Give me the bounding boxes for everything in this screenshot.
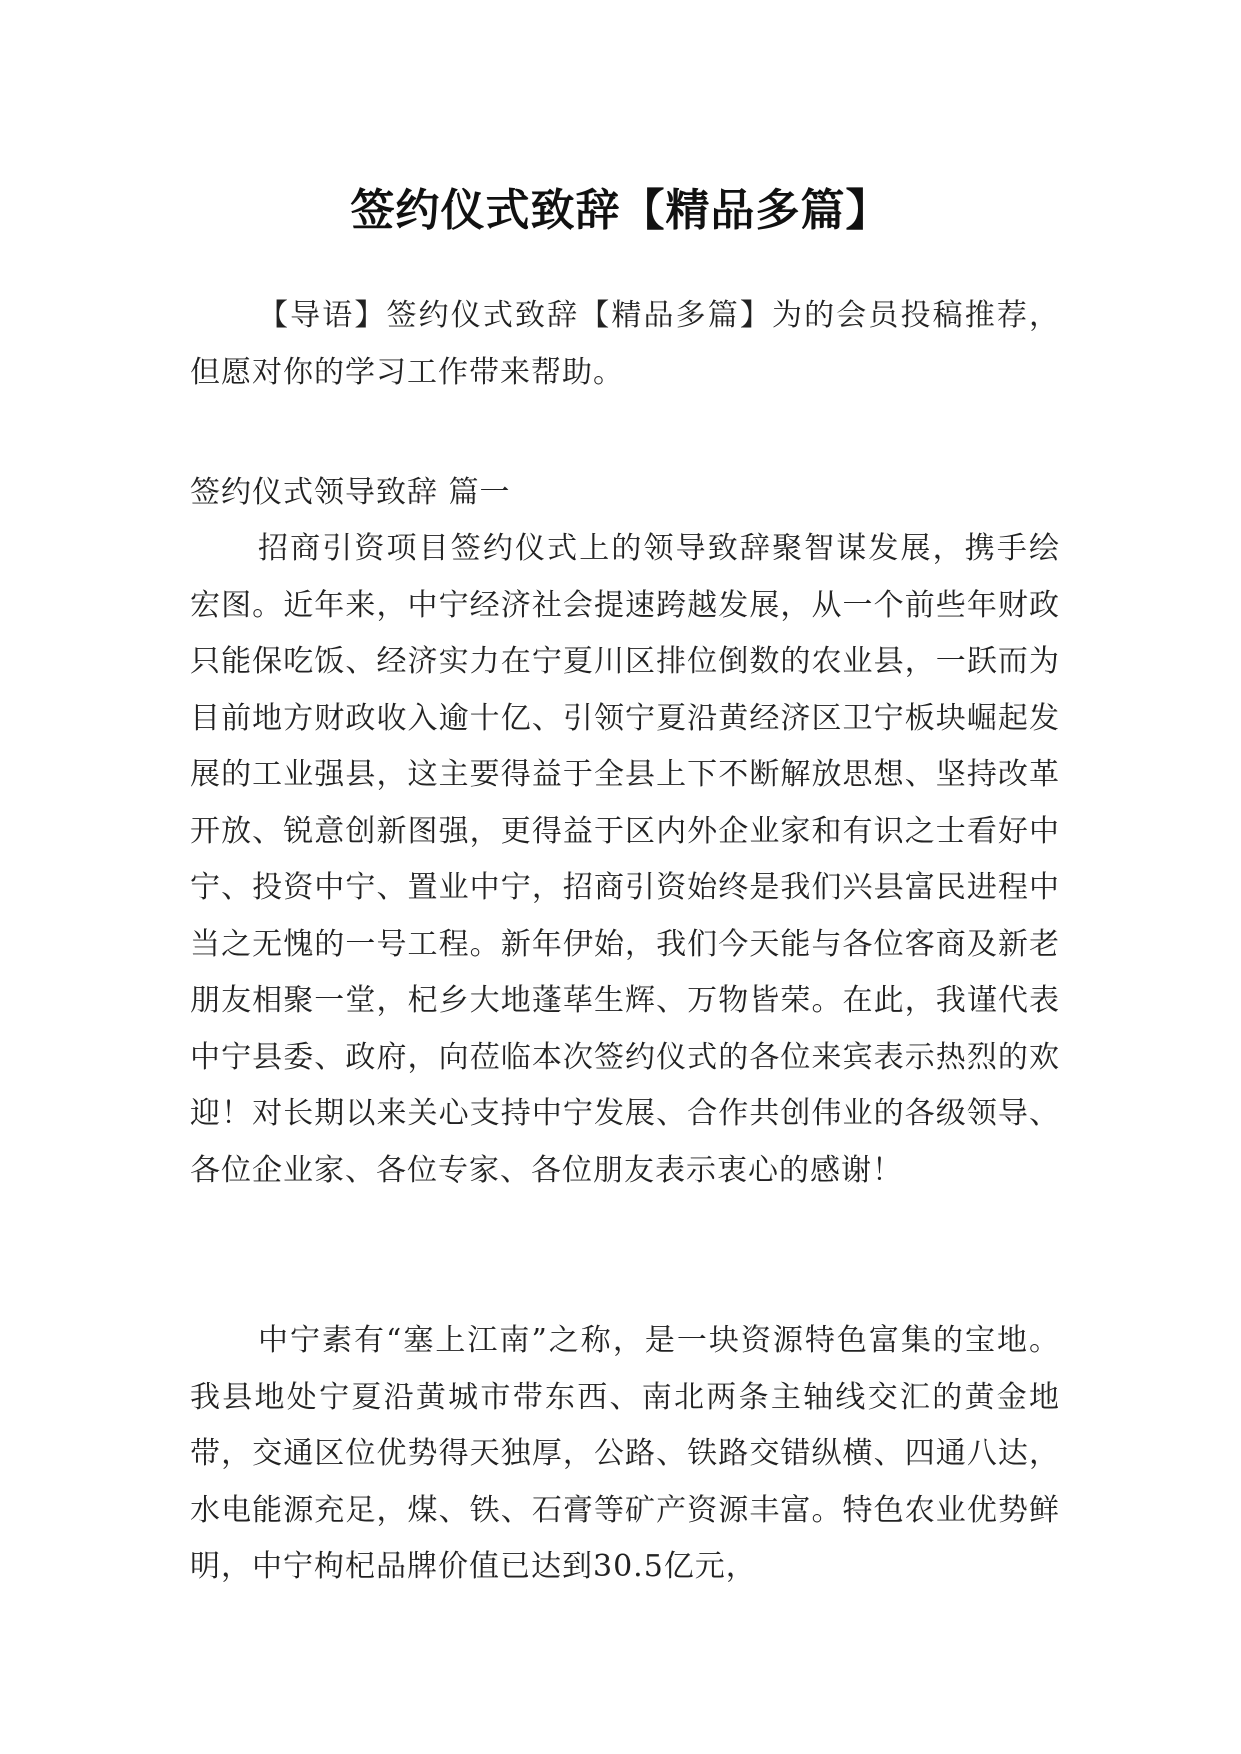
document-title: 签约仪式致辞【精品多篇】 — [350, 185, 891, 237]
body-paragraph-1: 招商引资项目签约仪式上的领导致辞聚智谋发展，携手绘宏图。近年来，中宁经济社会提速跨越发展，从一个前些年财政只能保吃饭、经济实力在宁夏川区排位倒数的农业县，一跃而为目前地方财政收入逾十亿、引领宁夏沿黄经济区卫宁板块崛起发展的工业强县，这主要得益于全县上下不断解放思想、坚持改革开放、锐意创新图强，更得益于区内外企业家和有识之士看好中宁、投资中宁、置业中宁，招商引资始终是我们兴县富民进程中当之无愧的一号工程。新年伊始，我们今天能与各位客商及新老朋友相聚一堂，杞乡大地蓬荜生辉、万物皆荣。在此，我谨代表中宁县委、政府，向莅临本次签约仪式的各位来宾表示热烈的欢迎！对长期以来关心支持中宁发展、合作共创伟业的各级领导、各位企业家、各位专家、各位朋友表示衷心的感谢！ — [190, 531, 1060, 1188]
section-heading: 签约仪式领导致辞 篇一 — [190, 475, 511, 510]
body-paragraph-2: 中宁素有“塞上江南”之称，是一块资源特色富集的宝地。我县地处宁夏沿黄城市带东西、南北两条主轴线交汇的黄金地带，交通区位优势得天独厚，公路、铁路交错纵横、四通八达，水电能源充足，煤、铁、石膏等矿产资源丰富。特色农业优势鲜明，中宁枸杞品牌价值已达到30.5亿元， — [190, 1323, 1060, 1584]
intro-paragraph: 【导语】签约仪式致辞【精品多篇】为的会员投稿推荐，但愿对你的学习工作带来帮助。 — [190, 298, 1060, 390]
